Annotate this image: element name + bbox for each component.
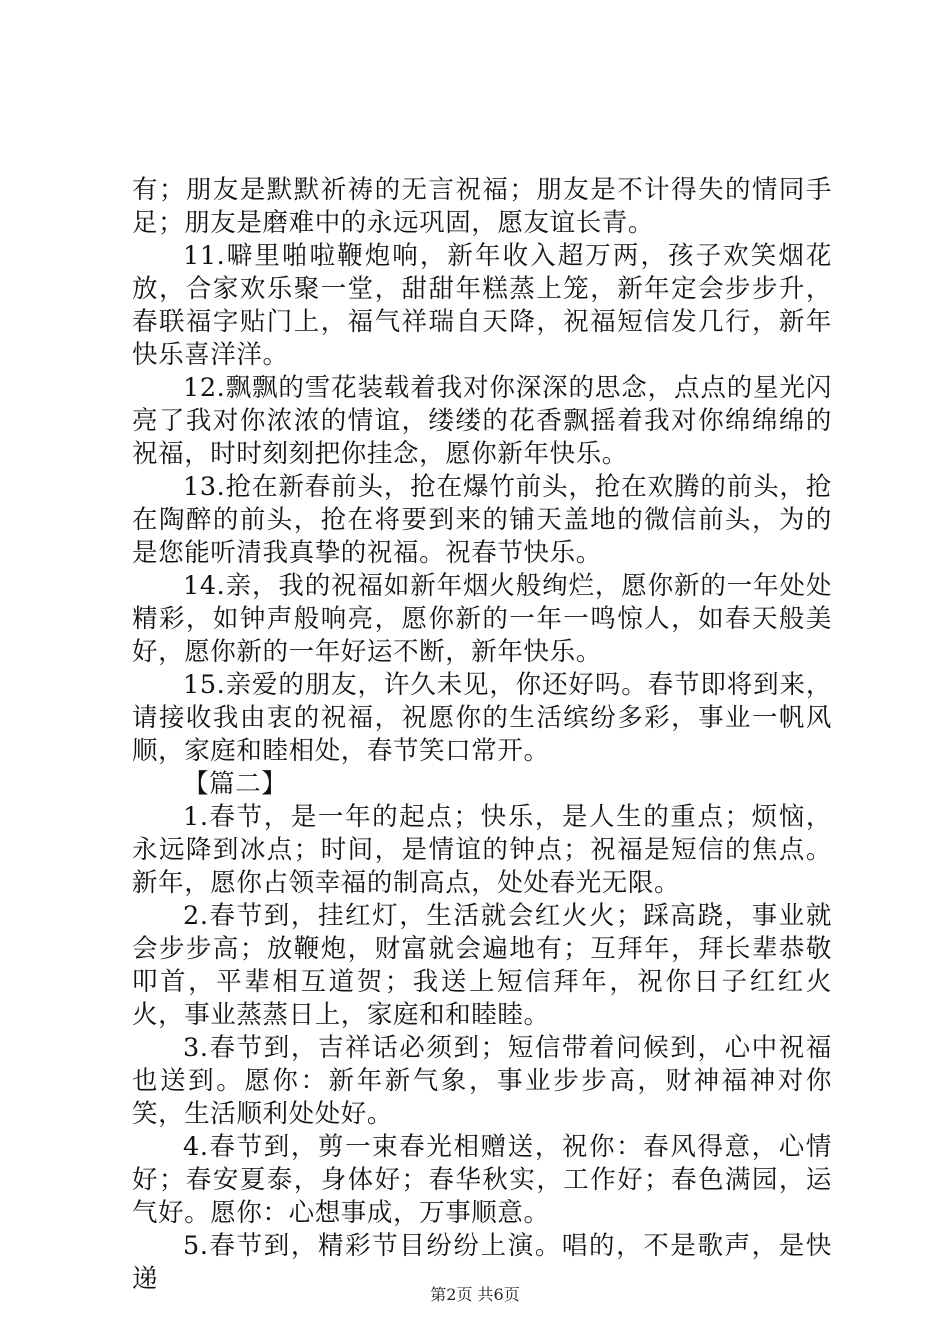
- paragraph-item-5: 5.春节到，精彩节目纷纷上演。唱的，不是歌声，是快递: [132, 1231, 832, 1294]
- paragraph-item-14: 14.亲，我的祝福如新年烟火般绚烂，愿你新的一年处处精彩，如钟声般响亮，愿你新的一年一鸣惊人，如春天般美好，愿你新的一年好运不断，新年快乐。: [132, 571, 832, 667]
- paragraph-continuation: 有；朋友是默默祈祷的无言祝福；朋友是不计得失的情同手足；朋友是磨难中的永远巩固，愿友谊长青。: [132, 175, 832, 238]
- paragraph-item-15: 15.亲爱的朋友，许久未见，你还好吗。春节即将到来，请接收我由衷的祝福，祝愿你的生活缤纷多彩，事业一帆风顺，家庭和睦相处，春节笑口常开。: [132, 670, 832, 766]
- document-body: [132, 174, 832, 1296]
- section-heading: 【篇二】: [183, 769, 288, 799]
- paragraph-item-2: 2.春节到，挂红灯，生活就会红火火；踩高跷，事业就会步步高；放鞭炮，财富就会遍地有；互拜年，拜长辈恭敬叩首，平辈相互道贺；我送上短信拜年，祝你日子红红火火，事业蒸蒸日上，家庭和和睦睦。: [132, 901, 832, 1030]
- paragraph-item-11: 11.噼里啪啦鞭炮响，新年收入超万两，孩子欢笑烟花放，合家欢乐聚一堂，甜甜年糕蒸上笼，新年定会步步升，春联福字贴门上，福气祥瑞自天降，祝福短信发几行，新年快乐喜洋洋。: [132, 241, 832, 370]
- page-footer: 第2页 共6页: [430, 1285, 520, 1304]
- paragraph-item-13: 13.抢在新春前头，抢在爆竹前头，抢在欢腾的前头，抢在陶醉的前头，抢在将要到来的铺天盖地的微信前头，为的是您能听清我真挚的祝福。祝春节快乐。: [132, 472, 832, 568]
- paragraph-item-4: 4.春节到，剪一束春光相赠送，祝你：春风得意，心情好；春安夏泰，身体好；春华秋实，工作好；春色满园，运气好。愿你：心想事成，万事顺意。: [132, 1132, 832, 1228]
- paragraph-item-1: 1.春节，是一年的起点；快乐，是人生的重点；烦恼，永远降到冰点；时间，是情谊的钟点；祝福是短信的焦点。新年，愿你占领幸福的制高点，处处春光无限。: [132, 802, 832, 898]
- paragraph-item-3: 3.春节到，吉祥话必须到；短信带着问候到，心中祝福也送到。愿你：新年新气象，事业步步高，财神福神对你笑，生活顺利处处好。: [132, 1033, 832, 1129]
- paragraph-item-12: 12.飘飘的雪花装载着我对你深深的思念，点点的星光闪亮了我对你浓浓的情谊，缕缕的花香飘摇着我对你绵绵绵的祝福，时时刻刻把你挂念，愿你新年快乐。: [132, 373, 832, 469]
